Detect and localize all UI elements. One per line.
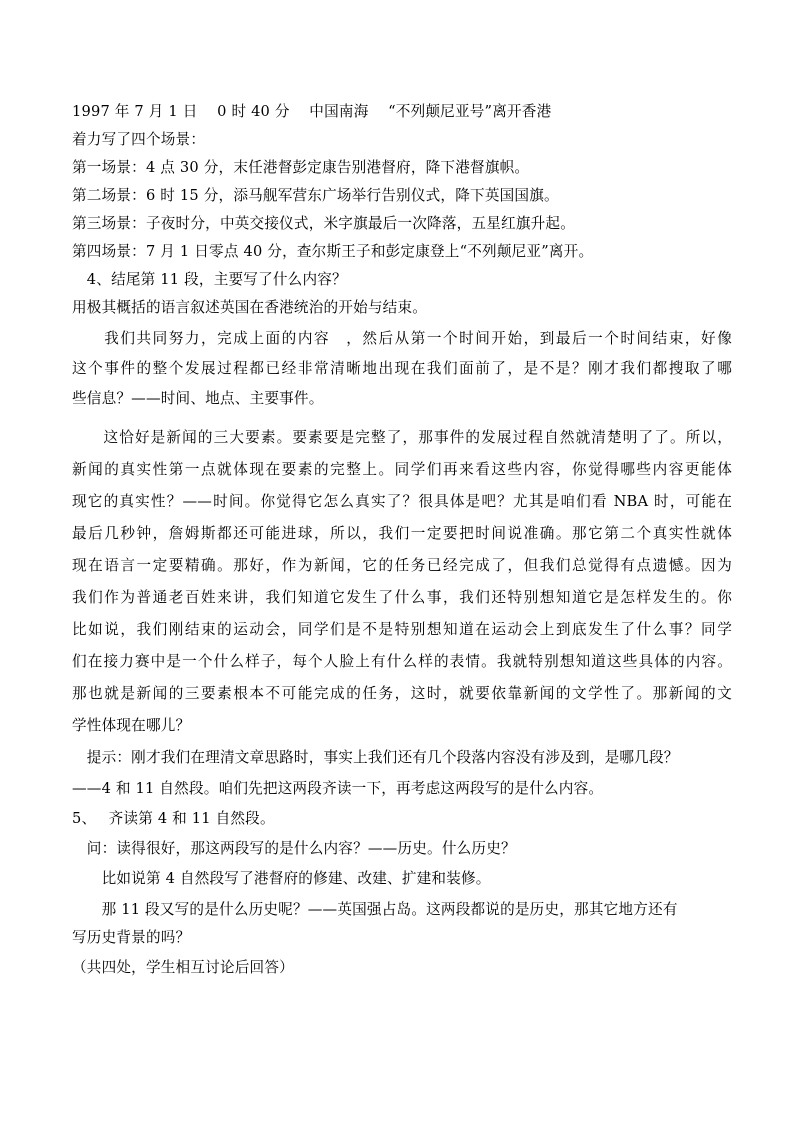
text-line: 写历史背景的吗？ (72, 929, 191, 946)
text-line: 第四场景：7 月 1 日零点 40 分，查尔斯王子和彭定康登上“不列颠尼亚”离开。 (72, 243, 594, 260)
hint-line: 提示：刚才我们在理清文章思路时，事实上我们还有几个段落内容没有涉及到，是哪几段？ (72, 749, 679, 766)
paragraph-line: 我们作为普通老百姓来讲，我们知道它发生了什么事，我们还特别想知道它是怎样发生的。你 (72, 589, 732, 606)
text-line: 着力写了四个场景： (72, 131, 206, 148)
text-line: 第一场景：4 点 30 分，末任港督彭定康告别港督府，降下港督旗帜。 (72, 159, 530, 176)
paragraph-line: 们在接力赛中是一个什么样子，每个人脸上有什么样的表情。我就特别想知道这些具体的内容。 (72, 653, 732, 670)
step-line: 5、 齐读第 4 和 11 自然段。 (72, 810, 275, 827)
paragraph-line: 些信息？——时间、地点、主要事件。 (72, 390, 324, 407)
paragraph-line: 我们共同努力，完成上面的内容 ，然后从第一个时间开始，到最后一个时间结束，好像 (72, 330, 732, 347)
text-line: 第三场景：子夜时分，中英交接仪式，米字旗最后一次降落，五星红旗升起。 (72, 215, 575, 232)
heading-line: 1997 年 7 月 1 日 0 时 40 分 中国南海 “不列颠尼亚号”离开香港 (72, 103, 552, 120)
hint-line: ——4 和 11 自然段。咱们先把这两段齐读一下，再考虑这两段写的是什么内容。 (72, 780, 604, 797)
text-line: 比如说第 4 自然段写了港督府的修建、改建、扩建和装修。 (72, 870, 491, 887)
paragraph-line: 那也就是新闻的三要素根本不可能完成的任务，这时，就要依靠新闻的文学性了。那新闻的文 (72, 685, 732, 702)
paragraph-line: 这个事件的整个发展过程都已经非常清晰地出现在我们面前了，是不是？刚才我们都搜取了哪 (72, 360, 732, 377)
paragraph-line: 这恰好是新闻的三大要素。要素要是完整了，那事件的发展过程自然就清楚明了了。所以， (72, 429, 732, 446)
paragraph-line: 新闻的真实性第一点就体现在要素的完整上。同学们再来看这些内容，你觉得哪些内容更能体 (72, 461, 732, 478)
text-line: 那 11 段又写的是什么历史呢？——英国强占岛。这两段都说的是历史，那其它地方还有 (72, 901, 678, 918)
paragraph-line: 学性体现在哪儿？ (72, 717, 191, 734)
paragraph-line: 最后几秒钟，詹姆斯都还可能进球，所以，我们一定要把时间说准确。那它第二个真实性就体 (72, 525, 732, 542)
question-line: 问：读得很好，那这两段写的是什么内容？——历史。什么历史？ (72, 840, 516, 857)
paragraph-line: 现在语言一定要精确。那好，作为新闻，它的任务已经完成了，但我们总觉得有点遗憾。因为 (72, 557, 732, 574)
paragraph-line: 比如说，我们刚结束的运动会，同学们是不是特别想知道在运动会上到底发生了什么事？同学 (72, 621, 732, 638)
text-line: 用极其概括的语言叙述英国在香港统治的开始与结束。 (72, 299, 428, 316)
text-line: 第二场景：6 时 15 分，添马舰军营东广场举行告别仪式，降下英国国旗。 (72, 187, 559, 204)
paragraph-line: 现它的真实性？——时间。你觉得它怎么真实了？很具体是吧？尤其是咱们看 NBA 时，可能在 (72, 493, 732, 510)
note-line: （共四处，学生相互讨论后回答） (72, 959, 294, 976)
question-line: 4、结尾第 11 段，主要写了什么内容？ (72, 271, 347, 288)
